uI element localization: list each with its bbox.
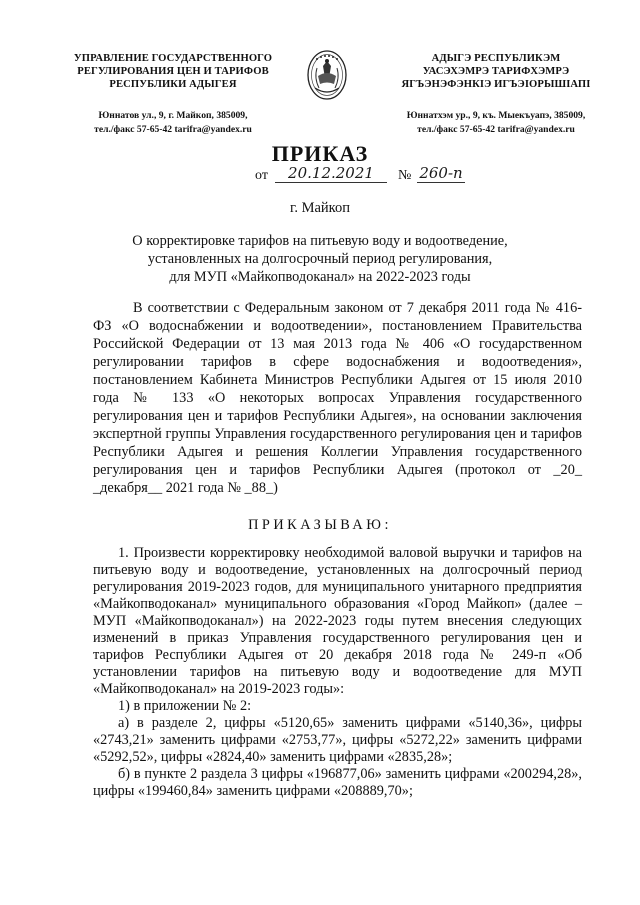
left-org-name: УПРАВЛЕНИЕ ГОСУДАРСТВЕННОГО РЕГУЛИРОВАНИЯ ЦЕН И ТАРИФОВ РЕСПУБЛИКИ АДЫГЕЯ [73, 53, 273, 90]
order-subitem-b: б) в пункте 2 раздела 3 цифры «196877,06» заменить цифрами «200294,28», цифры «199460,84» заменить цифрами «208889,70»; [93, 766, 582, 799]
preamble-paragraph: В соответствии с Федеральным законом от 7 декабря 2011 года № 416-ФЗ «О водоснабжении и водоотведении», постановлением Правительства Российской Федерации от 13 мая 2013 года № 406 «О государственном регулировании тарифов в сфере водоснабжения и водоотведения», постановлением Кабинета Министров Республики Адыгея от 15 июля 2010 года № 133 «О некоторых вопросах Управления государственного регулирования цен и тарифов Республики Адыгея», на основании заключения экспертной группы Управления государственного регулирования цен и тарифов Республики Адыгея и решения Коллегии Управления государственного регулирования цен и тарифов Республики Адыгея (протокол от _20_ _декабря__ 2021 года № _88_) [93, 300, 582, 496]
order-word-heading: ПРИКАЗЫВАЮ: [248, 517, 392, 533]
right-org-name: АДЫГЭ РЕСПУБЛИКЭМ УАСЭХЭМРЭ ТАРИФХЭМРЭ ЯГЪЭНЭФЭНКIЭ ИГЪЭIОРЫШIАПI [401, 53, 591, 90]
order-item-1: 1. Произвести корректировку необходимой валовой выручки и тарифов на питьевую воду и водоотведение, установленных на долгосрочный период регулирования 2019-2023 годов, для муниципального унитарного предприятия «Майкопводоканал» муниципального образования «Город Майкоп» (далее – МУП «Майкопводоканал») на 2022-2023 годы путем внесения следующих изменений в приказ Управления государственного регулирования цен и тарифов Республики Адыгея от 20 декабря 2018 года № 249-п «Об установлении тарифов на питьевую воду и водоотведение для МУП «Майкопводоканал» на 2019-2023 годы»: [93, 545, 582, 697]
right-address: Юннатхэм ур., 9, къ. Мыекъуапэ, 385009, тел./факс 57-65-42 tarifra@yandex.ru [406, 110, 586, 135]
order-number: 260-п [417, 164, 465, 183]
date-label: от [255, 168, 268, 183]
order-subitem-1: 1) в приложении № 2: [118, 698, 252, 714]
document-subject: О корректировке тарифов на питьевую воду и водоотведение, установленных на долгосрочный период регулирования, для МУП «Майкопводоканал» на 2022-2023 годы [132, 233, 508, 285]
city-name: г. Майкоп [290, 200, 350, 216]
republic-adygea-coat-of-arms-icon [305, 48, 349, 102]
order-date-number-line [255, 164, 595, 187]
order-body [93, 545, 582, 800]
number-label: № [398, 168, 412, 183]
order-date: 20.12.2021 [275, 164, 387, 183]
left-address: Юннатов ул., 9, г. Майкоп, 385009, тел./факс 57-65-42 tarifra@yandex.ru [94, 110, 252, 135]
header-left-block [58, 52, 288, 137]
order-subitem-a: а) в разделе 2, цифры «5120,65» заменить цифрами «5140,36», цифры «2743,21» заменить цифрами «2753,77», цифры «5272,22» заменить цифрами «5292,52», цифры «2824,40» заменить цифрами «2835,28»; [93, 715, 582, 765]
document-title: ПРИКАЗ [271, 141, 369, 166]
header-right-block [380, 52, 612, 137]
